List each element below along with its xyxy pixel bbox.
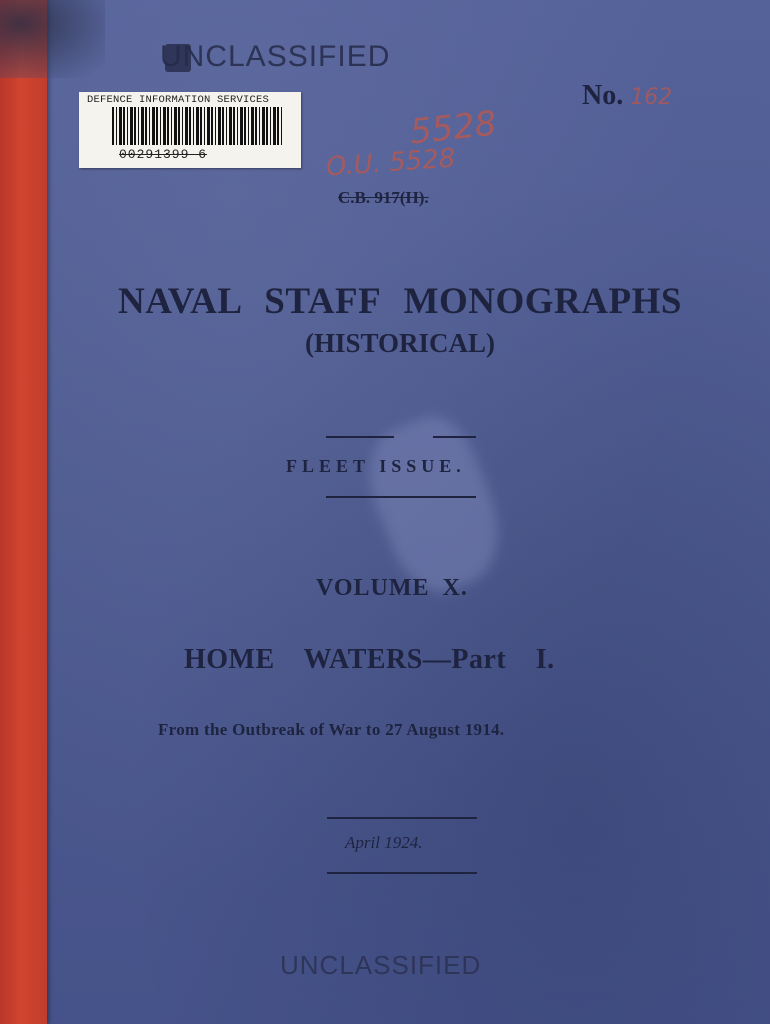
library-label: [79, 92, 301, 168]
handwritten-reference: O.U. 5528: [325, 143, 457, 183]
series-label: FLEET ISSUE.: [286, 456, 466, 476]
divider-rule: [327, 817, 477, 819]
handwritten-number: 5528: [408, 103, 499, 153]
volume-subtitle: From the Outbreak of War to 27 August 1914.: [158, 720, 505, 739]
barcode-icon: [112, 107, 282, 145]
volume-title: HOME WATERS—Part I.: [184, 644, 555, 675]
classification-reference: C.B. 917(H).: [338, 188, 429, 207]
red-spine: [0, 0, 47, 1024]
unclassified-stamp-bottom: UNCLASSIFIED: [280, 950, 482, 980]
issue-date: [345, 833, 422, 853]
volume-number: VOLUME X.: [316, 575, 468, 601]
page-subtitle: (HISTORICAL): [304, 328, 496, 358]
copy-number-handwritten: 162: [630, 85, 673, 110]
unclassified-stamp-top: UNCLASSIFIED: [160, 40, 391, 73]
divider-rule: [326, 496, 476, 498]
barcode-number: 00291399 6: [119, 147, 208, 162]
divider-rule: [326, 436, 394, 438]
issue-date-text: April 1924.: [345, 833, 423, 852]
copy-number-prefix: No.: [582, 80, 624, 111]
divider-rule: [327, 872, 477, 874]
worn-corner: [0, 0, 105, 78]
copy-number: [582, 80, 672, 112]
page-title: NAVAL STAFF MONOGRAPHS: [118, 281, 682, 322]
divider-rule: [433, 436, 476, 438]
label-organisation: DEFENCE INFORMATION SERVICES: [87, 94, 270, 106]
